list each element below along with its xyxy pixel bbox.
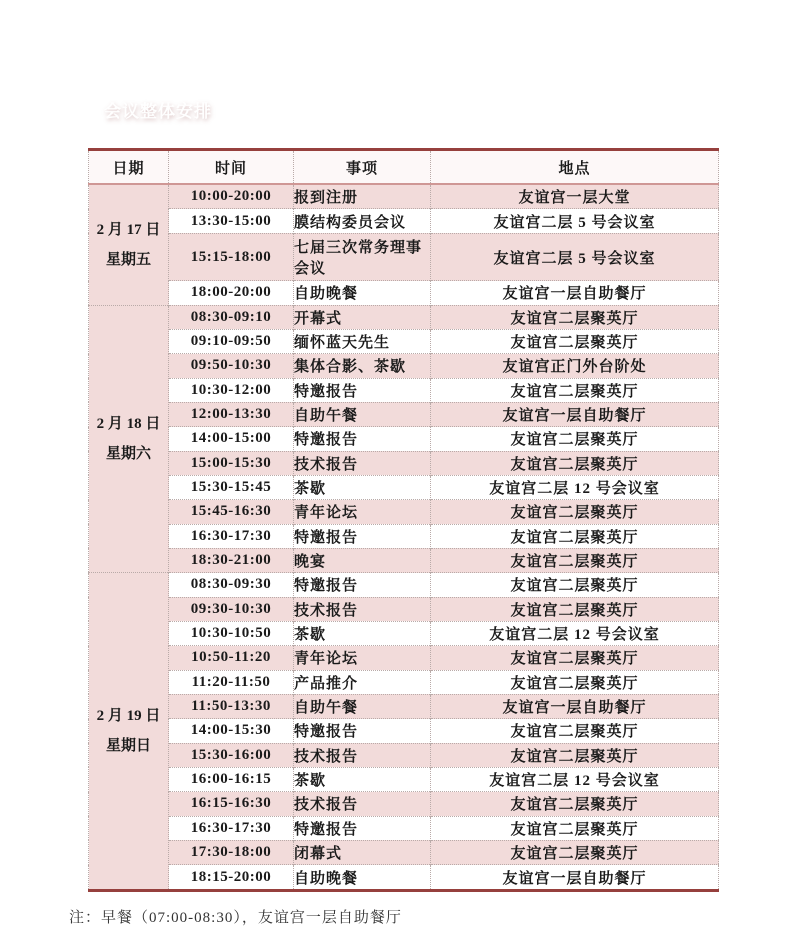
banner-label: 会议整体安排 <box>104 102 212 121</box>
event-cell: 特邀报告 <box>294 816 431 840</box>
event-cell: 青年论坛 <box>294 646 431 670</box>
table-row <box>89 378 719 402</box>
event-cell: 集体合影、茶歇 <box>294 354 431 378</box>
place-cell: 友谊宫二层 12 号会议室 <box>431 621 719 645</box>
event-cell: 技术报告 <box>294 792 431 816</box>
place-cell: 友谊宫二层聚英厅 <box>431 670 719 694</box>
place-cell: 友谊宫二层聚英厅 <box>431 597 719 621</box>
time-cell: 16:30-17:30 <box>169 524 294 548</box>
time-cell: 16:00-16:15 <box>169 767 294 791</box>
weekday-line: 星期日 <box>105 738 151 755</box>
time-cell: 17:30-18:00 <box>169 840 294 864</box>
place-cell: 友谊宫二层聚英厅 <box>431 500 719 524</box>
date-cell-group-2 <box>89 305 169 573</box>
table-row <box>89 354 719 378</box>
event-cell: 特邀报告 <box>294 378 431 402</box>
table-row <box>89 451 719 475</box>
table-row <box>89 233 719 281</box>
place-cell: 友谊宫二层聚英厅 <box>431 451 719 475</box>
place-cell: 友谊宫二层聚英厅 <box>431 719 719 743</box>
weekday-line: 星期五 <box>105 251 151 268</box>
table-row <box>89 743 719 767</box>
time-cell: 16:30-17:30 <box>169 816 294 840</box>
time-cell: 08:30-09:10 <box>169 305 294 329</box>
table-row <box>89 305 719 329</box>
event-cell: 自助晚餐 <box>294 281 431 305</box>
event-cell: 自助晚餐 <box>294 865 431 891</box>
time-cell: 10:30-12:00 <box>169 378 294 402</box>
time-cell: 18:30-21:00 <box>169 548 294 572</box>
time-cell: 18:00-20:00 <box>169 281 294 305</box>
date-line: 2 月 19 日 <box>96 708 161 725</box>
place-cell: 友谊宫二层聚英厅 <box>431 646 719 670</box>
date-cell-group-1 <box>89 184 169 305</box>
table-row <box>89 500 719 524</box>
event-cell: 技术报告 <box>294 451 431 475</box>
event-cell: 缅怀蓝天先生 <box>294 329 431 353</box>
table-row <box>89 184 719 209</box>
table-row <box>89 573 719 597</box>
event-cell: 自助午餐 <box>294 402 431 426</box>
event-cell: 特邀报告 <box>294 427 431 451</box>
header-cell-place: 地点 <box>431 150 719 185</box>
time-cell: 18:15-20:00 <box>169 865 294 891</box>
time-cell: 15:15-18:00 <box>169 233 294 281</box>
event-cell: 七届三次常务理事会议 <box>294 233 431 281</box>
place-cell: 友谊宫正门外台阶处 <box>431 354 719 378</box>
time-cell: 15:30-16:00 <box>169 743 294 767</box>
header-cell-time: 时间 <box>169 150 294 185</box>
weekday-line: 星期六 <box>105 445 151 462</box>
place-cell: 友谊宫二层聚英厅 <box>431 305 719 329</box>
footnote: 注：早餐（07:00-08:30），友谊宫一层自助餐厅 <box>69 910 402 926</box>
place-cell: 友谊宫二层聚英厅 <box>431 548 719 572</box>
place-cell: 友谊宫二层聚英厅 <box>431 743 719 767</box>
schedule-table-container <box>88 148 719 892</box>
schedule-table-body <box>89 184 719 891</box>
table-row <box>89 646 719 670</box>
event-cell: 技术报告 <box>294 597 431 621</box>
section-banner <box>91 95 233 128</box>
time-cell: 09:30-10:30 <box>169 597 294 621</box>
table-row <box>89 840 719 864</box>
table-row <box>89 816 719 840</box>
event-cell: 茶歇 <box>294 475 431 499</box>
event-cell: 特邀报告 <box>294 719 431 743</box>
table-row <box>89 475 719 499</box>
date-cell-group-3 <box>89 573 169 891</box>
event-cell: 技术报告 <box>294 743 431 767</box>
time-cell: 15:30-15:45 <box>169 475 294 499</box>
table-row <box>89 670 719 694</box>
event-cell: 晚宴 <box>294 548 431 572</box>
table-row <box>89 548 719 572</box>
place-cell: 友谊宫一层自助餐厅 <box>431 694 719 718</box>
event-cell: 产品推介 <box>294 670 431 694</box>
time-cell: 11:50-13:30 <box>169 694 294 718</box>
event-cell: 自助午餐 <box>294 694 431 718</box>
place-cell: 友谊宫一层大堂 <box>431 184 719 209</box>
table-header-row <box>89 150 719 185</box>
table-row <box>89 402 719 426</box>
event-cell: 开幕式 <box>294 305 431 329</box>
place-cell: 友谊宫二层聚英厅 <box>431 573 719 597</box>
date-line: 2 月 18 日 <box>96 415 161 432</box>
table-row <box>89 719 719 743</box>
place-cell: 友谊宫二层 12 号会议室 <box>431 767 719 791</box>
event-cell: 闭幕式 <box>294 840 431 864</box>
place-cell: 友谊宫一层自助餐厅 <box>431 402 719 426</box>
table-row <box>89 329 719 353</box>
time-cell: 09:10-09:50 <box>169 329 294 353</box>
table-row <box>89 209 719 233</box>
place-cell: 友谊宫二层聚英厅 <box>431 524 719 548</box>
event-cell: 特邀报告 <box>294 573 431 597</box>
event-cell: 茶歇 <box>294 767 431 791</box>
table-row <box>89 767 719 791</box>
place-cell: 友谊宫二层 12 号会议室 <box>431 475 719 499</box>
place-cell: 友谊宫一层自助餐厅 <box>431 281 719 305</box>
event-cell: 青年论坛 <box>294 500 431 524</box>
table-row <box>89 621 719 645</box>
table-row <box>89 865 719 891</box>
event-cell: 膜结构委员会议 <box>294 209 431 233</box>
table-row <box>89 694 719 718</box>
time-cell: 13:30-15:00 <box>169 209 294 233</box>
time-cell: 14:00-15:00 <box>169 427 294 451</box>
time-cell: 15:00-15:30 <box>169 451 294 475</box>
time-cell: 16:15-16:30 <box>169 792 294 816</box>
table-row <box>89 524 719 548</box>
time-cell: 08:30-09:30 <box>169 573 294 597</box>
place-cell: 友谊宫二层聚英厅 <box>431 378 719 402</box>
time-cell: 10:30-10:50 <box>169 621 294 645</box>
time-cell: 15:45-16:30 <box>169 500 294 524</box>
schedule-table <box>88 148 719 892</box>
place-cell: 友谊宫二层聚英厅 <box>431 329 719 353</box>
table-row <box>89 427 719 451</box>
place-cell: 友谊宫二层 5 号会议室 <box>431 233 719 281</box>
time-cell: 12:00-13:30 <box>169 402 294 426</box>
event-cell: 特邀报告 <box>294 524 431 548</box>
time-cell: 11:20-11:50 <box>169 670 294 694</box>
event-cell: 茶歇 <box>294 621 431 645</box>
header-cell-event: 事项 <box>294 150 431 185</box>
place-cell: 友谊宫二层聚英厅 <box>431 816 719 840</box>
time-cell: 09:50-10:30 <box>169 354 294 378</box>
header-cell-date: 日期 <box>89 150 169 185</box>
place-cell: 友谊宫一层自助餐厅 <box>431 865 719 891</box>
time-cell: 10:50-11:20 <box>169 646 294 670</box>
place-cell: 友谊宫二层聚英厅 <box>431 427 719 451</box>
table-row <box>89 281 719 305</box>
place-cell: 友谊宫二层聚英厅 <box>431 792 719 816</box>
date-line: 2 月 17 日 <box>96 221 161 238</box>
table-row <box>89 597 719 621</box>
table-row <box>89 792 719 816</box>
place-cell: 友谊宫二层 5 号会议室 <box>431 209 719 233</box>
place-cell: 友谊宫二层聚英厅 <box>431 840 719 864</box>
time-cell: 14:00-15:30 <box>169 719 294 743</box>
time-cell: 10:00-20:00 <box>169 184 294 209</box>
event-cell: 报到注册 <box>294 184 431 209</box>
